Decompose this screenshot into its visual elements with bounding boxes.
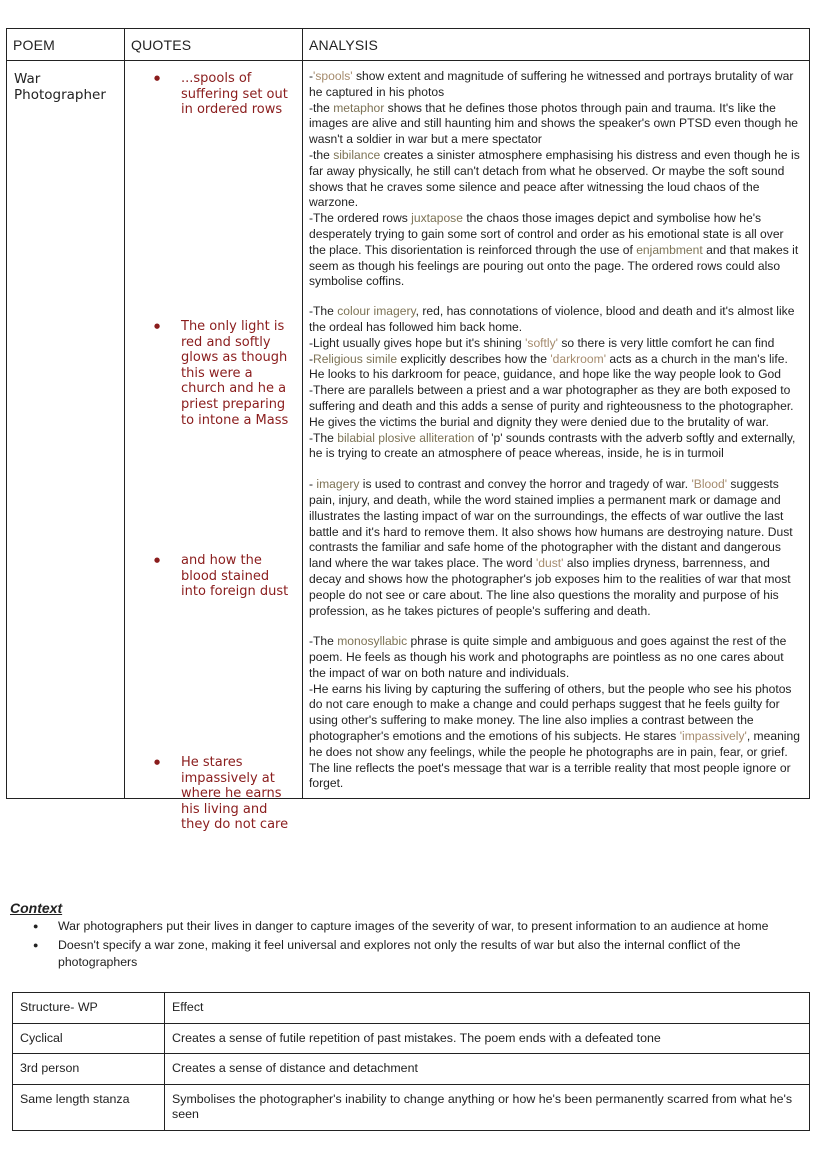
structure-row <box>13 1023 810 1054</box>
analysis-paragraph: -Religious simile explicitly describes how the 'darkroom' acts as a church in the man's life. He looks to his darkroom for peace, guidance, and hope like the way people look to God <box>309 351 788 382</box>
poem-title-line-1: War <box>14 71 41 87</box>
context-bullet: ● War photographers put their lives in danger to capture images of the severity of war, to present information to an audience at home <box>0 918 810 935</box>
quote-item: ● ...spools of suffering set out in ordered rows <box>125 71 302 118</box>
highlighted-term: 'softly' <box>525 335 558 350</box>
highlighted-term: 'Blood' <box>691 477 728 492</box>
quote-item: ● and how the blood stained into foreign dust <box>125 553 302 600</box>
poem-title-line-2: Photographer <box>14 87 106 103</box>
structure-effect: Creates a sense of futile repetition of past mistakes. The poem ends with a defeated tone <box>165 1023 810 1054</box>
structure-row <box>13 1084 810 1130</box>
highlighted-term: juxtapose <box>411 211 463 226</box>
highlighted-term: monosyllabic <box>337 634 408 649</box>
table-body-row <box>7 61 810 799</box>
highlighted-term: 'spools' <box>313 69 353 83</box>
context-list <box>0 918 810 973</box>
analysis-paragraph: -The colour imagery, red, has connotations of violence, blood and death and it's almost like the ordeal has followed him back home. <box>309 304 795 334</box>
structure-feature: 3rd person <box>13 1054 165 1085</box>
poem-title <box>7 61 124 103</box>
analysis-cell <box>303 61 810 799</box>
quotes-cell <box>125 61 303 833</box>
structure-feature: Same length stanza <box>13 1084 165 1130</box>
analysis-paragraph: -the sibilance creates a sinister atmosphere emphasising his distress and even though he is far away physically, he still can't detach from what he observed. Or maybe the soft sound shows that he craves some silence and peace after witnessing the loud chaos of the warzone. <box>309 147 800 210</box>
structure-header-feature: Structure- WP <box>13 993 165 1024</box>
analysis-paragraph: -He earns his living by capturing the suffering of others, but the people who see his photos do not care enough to make a change and could perhaps suggest that he feels guilty for using other's suffering to make money. The line also implies a contrast between the photographer's emotions and the emotions of his subjects. He stares 'impassively', meaning he does not show any feelings, while the people he photographs are in pain, fear, or grief. The line reflects the poet's message that war is a terrible reality that most people ignore or forget. <box>309 681 800 791</box>
analysis-paragraph: -Light usually gives hope but it's shining 'softly' so there is very little comfort he can find <box>309 335 775 350</box>
highlighted-term: colour imagery <box>337 304 416 319</box>
structure-effect: Symbolises the photographer's inability to change anything or how he's been permanently scarred from what he's seen <box>165 1084 810 1130</box>
quote-item: ● He stares impassively at where he earns his living and they do not care <box>125 755 302 833</box>
analysis-table <box>6 28 810 833</box>
analysis-block <box>303 290 809 462</box>
poem-cell <box>7 61 125 799</box>
structure-header-effect: Effect <box>165 993 810 1024</box>
header-quotes: QUOTES <box>125 29 303 61</box>
highlighted-term: 'darkroom' <box>550 351 607 366</box>
structure-effect: Creates a sense of distance and detachment <box>165 1054 810 1085</box>
analysis-block <box>303 462 809 619</box>
analysis-paragraph: -The bilabial plosive alliteration of 'p' sounds contrasts with the adverb softly and externally, he is trying to create an atmosphere of peace whereas, inside, he is in turmoil <box>309 430 796 461</box>
highlighted-term: Religious simile <box>313 351 398 366</box>
structure-table <box>12 992 810 1131</box>
analysis-paragraph: -The ordered rows juxtapose the chaos those images depict and symbolise how he's desperately trying to gain some sort of control and order as his emotional state is all over the place. This disorientation is reinforced through the use of enjambment and that makes it seem as though his feelings are pouring out onto the page. The ordered rows could also symbolise coffins. <box>309 211 799 289</box>
structure-header-row <box>13 993 810 1024</box>
analysis-block <box>303 61 809 290</box>
context-bullet: ● Doesn't specify a war zone, making it feel universal and explores not only the results of war but also the internal conflict of the photographers <box>0 937 810 971</box>
context-title: Context <box>10 900 63 916</box>
highlighted-term: bilabial plosive alliteration <box>337 430 475 445</box>
highlighted-term: sibilance <box>333 147 381 162</box>
highlighted-term: 'dust' <box>536 556 564 571</box>
structure-feature: Cyclical <box>13 1023 165 1054</box>
highlighted-term: 'impassively' <box>679 729 747 744</box>
header-poem: POEM <box>7 29 125 61</box>
quote-item: ● The only light is red and softly glows as though this were a church and he a priest preparing to intone a Mass <box>125 319 302 428</box>
highlighted-term: imagery <box>316 477 360 492</box>
highlighted-term: enjambment <box>636 242 703 257</box>
analysis-block <box>303 619 809 798</box>
table-header-row <box>7 29 810 61</box>
analysis-paragraph: - imagery is used to contrast and convey the horror and tragedy of war. 'Blood' suggests pain, injury, and death, while the word stained implies a permanent mark or damage and illustrates the lasting impact of war on the surroundings, the effects of war outlive the last battle and it's hard to remove them. It also shows how humans are destroying nature. Dust contrasts the familiar and safe home of the photographer with the distant and dangerous land where the war takes place. The word 'dust' also implies dryness, barrenness, and decay and shows how the photographer's job exposes him to the realities of war that most people do not see or care about. The line also questions the morality and purpose of his profession, as he takes pictures of people's suffering and death. <box>309 477 793 618</box>
analysis-paragraph: -The monosyllabic phrase is quite simple and ambiguous and goes against the rest of the poem. He feels as though his work and photographs are pointless as no one cares about the impact of war on both nature and individuals. <box>309 634 787 680</box>
highlighted-term: metaphor <box>333 100 385 115</box>
analysis-paragraph: -'spools' show extent and magnitude of suffering he witnessed and portrays brutality of war he captured in his photos <box>309 69 794 99</box>
header-analysis: ANALYSIS <box>303 29 810 61</box>
structure-row <box>13 1054 810 1085</box>
analysis-paragraph: -the metaphor shows that he defines those photos through pain and trauma. It's like the images are alive and still haunting him and shows the speaker's own PTSD even though he wasn't a soldier in war but a mere spectator <box>309 100 799 147</box>
analysis-paragraph: -There are parallels between a priest and a war photographer as they are both exposed to suffering and death and this adds a sense of purity and righteousness to the photographer. He gives the victims the burial and dignity they were denied due to the brutality of war. <box>309 383 794 429</box>
